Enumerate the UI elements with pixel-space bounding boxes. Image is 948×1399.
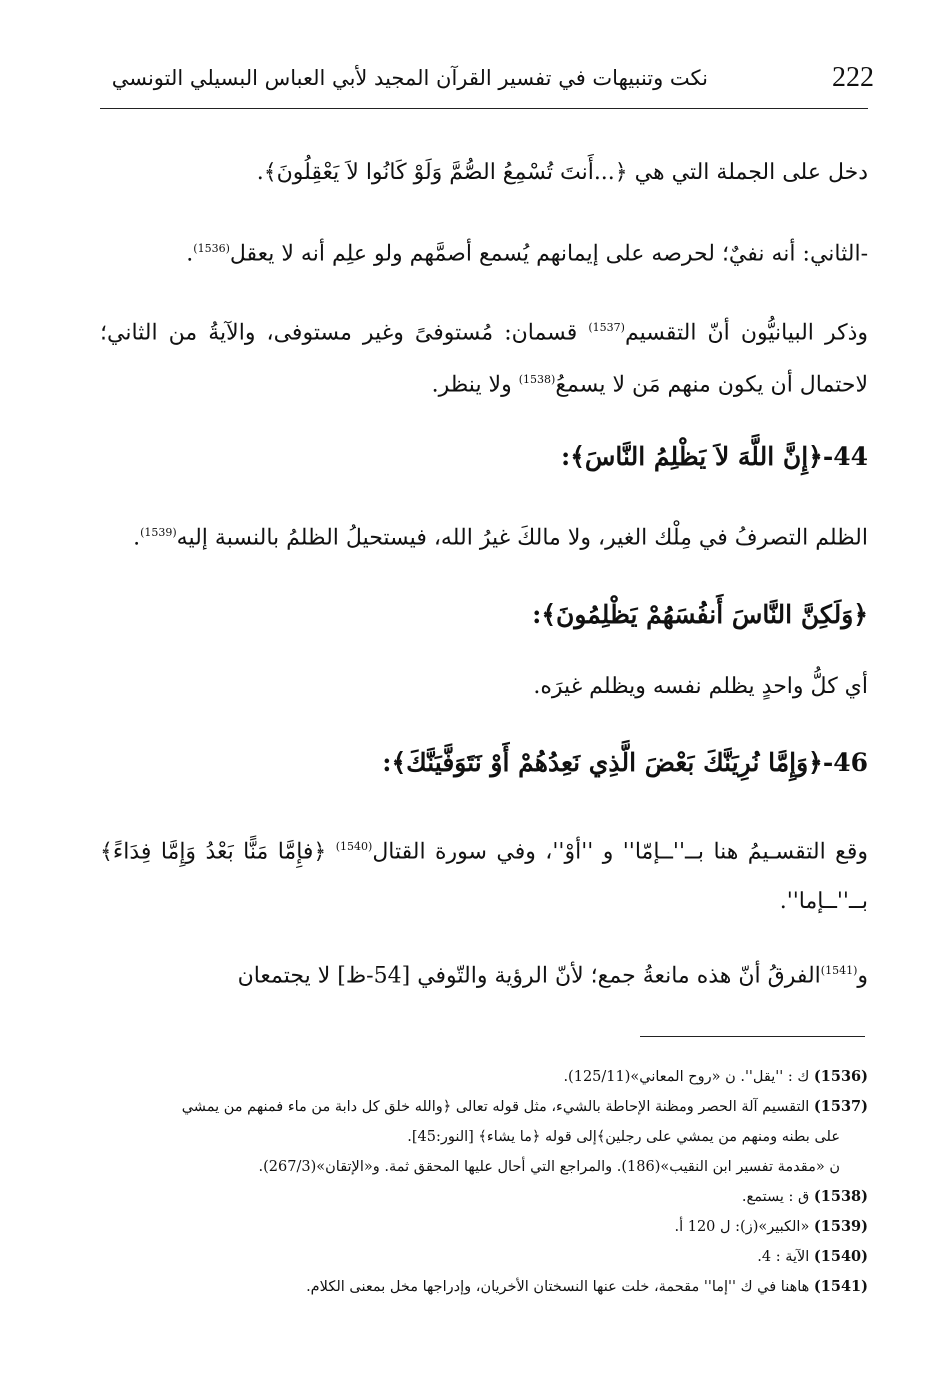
verse-heading: [100, 590, 868, 640]
footnote-text: ك : ''يقل''. ن «روح المعاني»(125/11).: [563, 1069, 810, 1085]
footnote-marker-1538: (1538): [518, 373, 556, 387]
paragraph-7: [100, 948, 868, 999]
footnote: [98, 1272, 868, 1302]
paragraph-1-text: دخل على الجملة التي هي ﴿...أَنتَ تُسْمِعُ الصُّمَّ وَلَوْ كَانُوا لاَ يَعْقِلُونَ﴾.: [256, 160, 868, 185]
paragraph-4: [100, 510, 868, 561]
footnote: [98, 1062, 868, 1092]
paragraph-6-text-b: ﴿فإِمَّا مَنًّا بَعْدُ وَإِمَّا فِدَاءً﴾ بــ''ــإما''.: [100, 839, 868, 915]
heading-46: [100, 738, 868, 788]
verse-heading-text: ﴿وَلَكِنَّ النَّاسَ أَنفُسَهُمْ يَظْلِمُونَ﴾:: [532, 600, 868, 629]
paragraph-3-text-a: وذكر البيانيُّون أنّ التقسيم: [624, 320, 868, 346]
heading-46-number: 46-: [822, 748, 868, 777]
footnote-marker-1540: (1540): [335, 840, 373, 853]
paragraph-5-text: أي كلُّ واحدٍ يظلم نفسه ويظلم غيرَه.: [533, 674, 868, 699]
footnote-text: ق : يستمع.: [741, 1189, 810, 1205]
footnote-marker-1541: (1541): [820, 964, 858, 977]
paragraph-4-text: الظلم التصرفُ في مِلْك الغير، ولا مالكَ غيرُ الله، فيستحيلُ الظلمُ بالنسبة إليه: [176, 525, 868, 551]
header-rule: [100, 108, 868, 109]
footnote-marker-1539: (1539): [140, 526, 177, 539]
footnote-continuation: على بطنه ومنهم من يمشي على رجلين﴾إلى قوله ﴿ما يشاء﴾ [النور:45].: [407, 1129, 840, 1145]
footnote-number: (1540): [813, 1248, 868, 1265]
running-title: نكت وتنبيهات في تفسير القرآن المجيد لأبي العباس البسيلي التونسي: [111, 66, 708, 90]
footnote-number: (1536): [813, 1068, 868, 1085]
paragraph-6-text-a: وقع التقسـيمُ هنا بــ''ــإمّا'' و ''أوْ''، وفي سورة القتال: [372, 839, 868, 865]
paragraph-7-text-b: الفرقُ أنّ هذه مانعةُ جمع؛ لأنّ الرؤية والتّوفي [54-ظ] لا يجتمعان: [237, 963, 821, 989]
heading-44: [100, 432, 868, 482]
footnotes: [98, 1062, 868, 1302]
paragraph-3-text-b: قسمان: مُستوفىً وغير مستوفى، والآيةُ من الثاني؛ لاحتمال أن يكون منهم مَن لا يسمعُ: [100, 320, 868, 398]
footnote: [98, 1242, 868, 1272]
footnote-text: التقسيم آلة الحصر ومظنة الإحاطة بالشيء، مثل قوله تعالى ﴿والله خلق كل دابة من ماء فمنهم من يمشي: [181, 1099, 810, 1115]
page-number: 222: [832, 62, 874, 93]
paragraph-2-end: .: [186, 241, 194, 267]
heading-46-verse: ﴿وَإِمَّا نُرِيَنَّكَ بَعْضَ الَّذِي نَعِدُهُمْ أَوْ نَتَوَفَّيَنَّكَ﴾:: [382, 748, 823, 777]
footnote-text: الآية : 4.: [757, 1249, 810, 1265]
footnote-marker-1536: (1536): [193, 242, 230, 255]
paragraph-3: [100, 304, 868, 409]
paragraph-2-text: -الثاني: أنه نفيٌ؛ لحرصه على إيمانهم يُسمع أصمَّهم ولو علِم أنه لا يعقل: [229, 241, 868, 267]
paragraph-3-text-c: ولا ينظر.: [431, 372, 512, 398]
footnote-number: (1541): [813, 1278, 868, 1295]
footnote-separator: [640, 1036, 865, 1037]
heading-44-number: 44-: [822, 442, 868, 471]
paragraph-4-end: .: [133, 525, 141, 551]
paragraph-2: [100, 226, 868, 277]
footnote-number: (1538): [813, 1188, 868, 1205]
footnote-number: (1539): [813, 1218, 868, 1235]
footnote-marker-1537: (1537): [588, 321, 625, 334]
footnote: [98, 1212, 868, 1242]
footnote: [98, 1182, 868, 1212]
heading-44-verse: ﴿إِنَّ اللَّهَ لاَ يَظْلِمُ النَّاسَ﴾:: [561, 442, 823, 471]
footnote-text: هاهنا في ك ''إما'' مقحمة، خلت عنها النسختان الأخريان، وإدراجها مخل بمعنى الكلام.: [306, 1279, 810, 1295]
footnote-number: (1537): [813, 1098, 868, 1115]
paragraph-7-text-a: و: [857, 963, 868, 989]
page-header: [100, 62, 874, 106]
paragraph-6: [100, 822, 868, 927]
footnote: [98, 1092, 868, 1122]
paragraph-1: [100, 150, 868, 196]
paragraph-5: [100, 664, 868, 710]
footnote-continuation: ن «مقدمة تفسير ابن النقيب»(186). والمراجع التي أحال عليها المحقق ثمة. و«الإتقان»(267/3).: [258, 1159, 840, 1175]
footnote-text: «الكبير»(ز): ل 120 أ.: [674, 1219, 810, 1235]
